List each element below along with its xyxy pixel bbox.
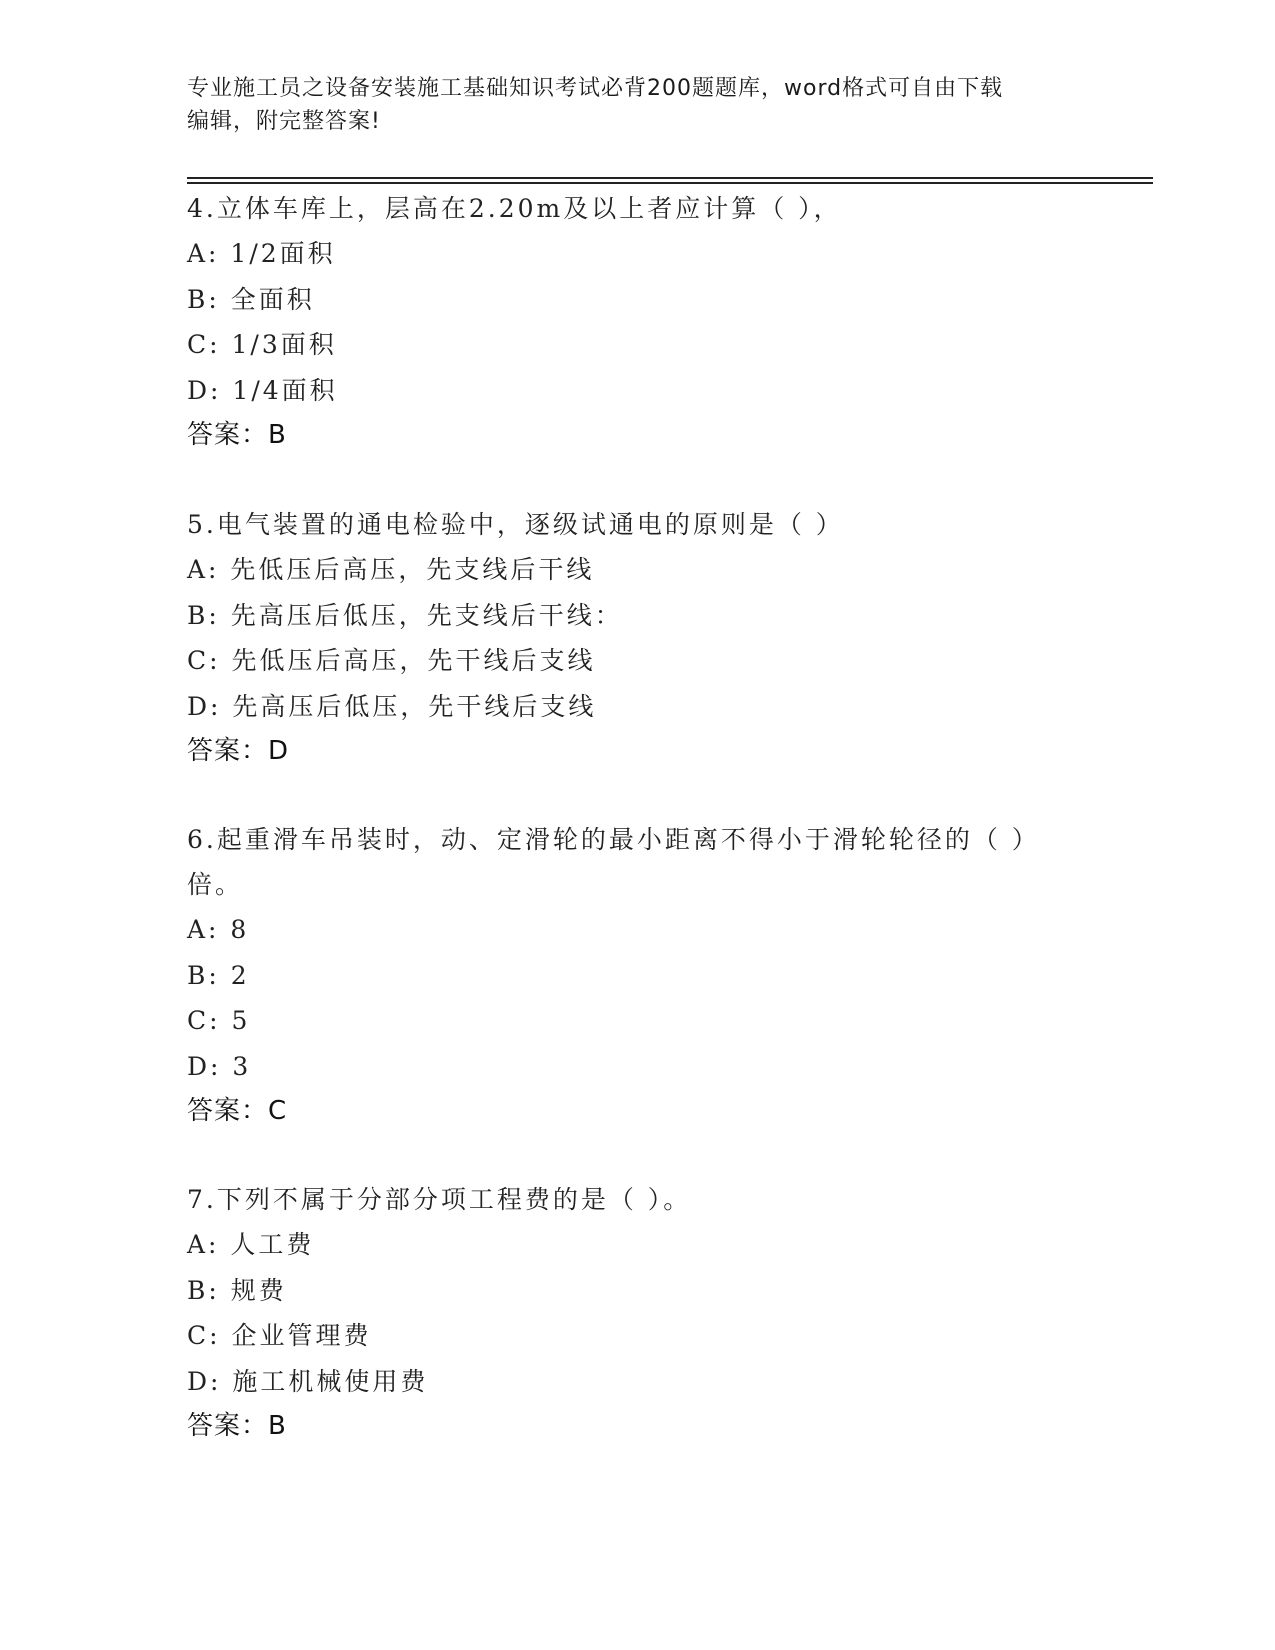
option-b: B: 先高压后低压，先支线后干线： [187,600,623,630]
answer-line: 答案：B [187,420,287,450]
option-b: B: 全面积 [187,284,315,314]
header-divider-top [187,177,1153,179]
question-4 [187,186,1087,458]
answer-line: 答案：C [187,1096,288,1126]
option-c: C: 1/3面积 [187,330,337,359]
question-stem: 7.下列不属于分部分项工程费的是（ ）。 [187,1185,692,1214]
document-header [187,72,1087,138]
question-6 [187,817,1087,1134]
header-line-2: 编辑，附完整答案! [187,109,381,134]
option-b: B: 规费 [187,1275,287,1305]
header-line-1: 专业施工员之设备安装施工基础知识考试必背200题题库，word格式可自由下载 [187,76,1004,101]
option-a: A: 1/2面积 [187,239,336,268]
option-b: B: 2 [187,960,250,990]
answer-line: 答案：D [187,736,290,766]
option-c: C: 企业管理费 [187,1321,372,1350]
option-c: C: 先低压后高压，先干线后支线 [187,646,596,675]
question-stem-continued: 倍。 [187,870,244,899]
option-c: C: 5 [187,1006,251,1035]
answer-line: 答案：B [187,1411,287,1441]
option-d: D: 3 [187,1051,252,1081]
question-stem: 4.立体车库上，层高在2.20m及以上者应计算（ ）， [187,194,842,223]
option-d: D: 施工机械使用费 [187,1366,429,1396]
option-a: A: 8 [187,915,250,944]
header-divider-bottom [187,182,1153,184]
question-stem: 6.起重滑车吊装时，动、定滑轮的最小距离不得小于滑轮轮径的（ ） [187,825,1040,854]
question-5 [187,502,1087,774]
option-d: D: 先高压后低压，先干线后支线 [187,691,597,721]
option-a: A: 人工费 [187,1230,315,1259]
question-7 [187,1177,1087,1449]
option-a: A: 先低压后高压，先支线后干线 [187,555,595,584]
option-d: D: 1/4面积 [187,375,338,405]
question-stem: 5.电气装置的通电检验中，逐级试通电的原则是（ ） [187,510,844,539]
